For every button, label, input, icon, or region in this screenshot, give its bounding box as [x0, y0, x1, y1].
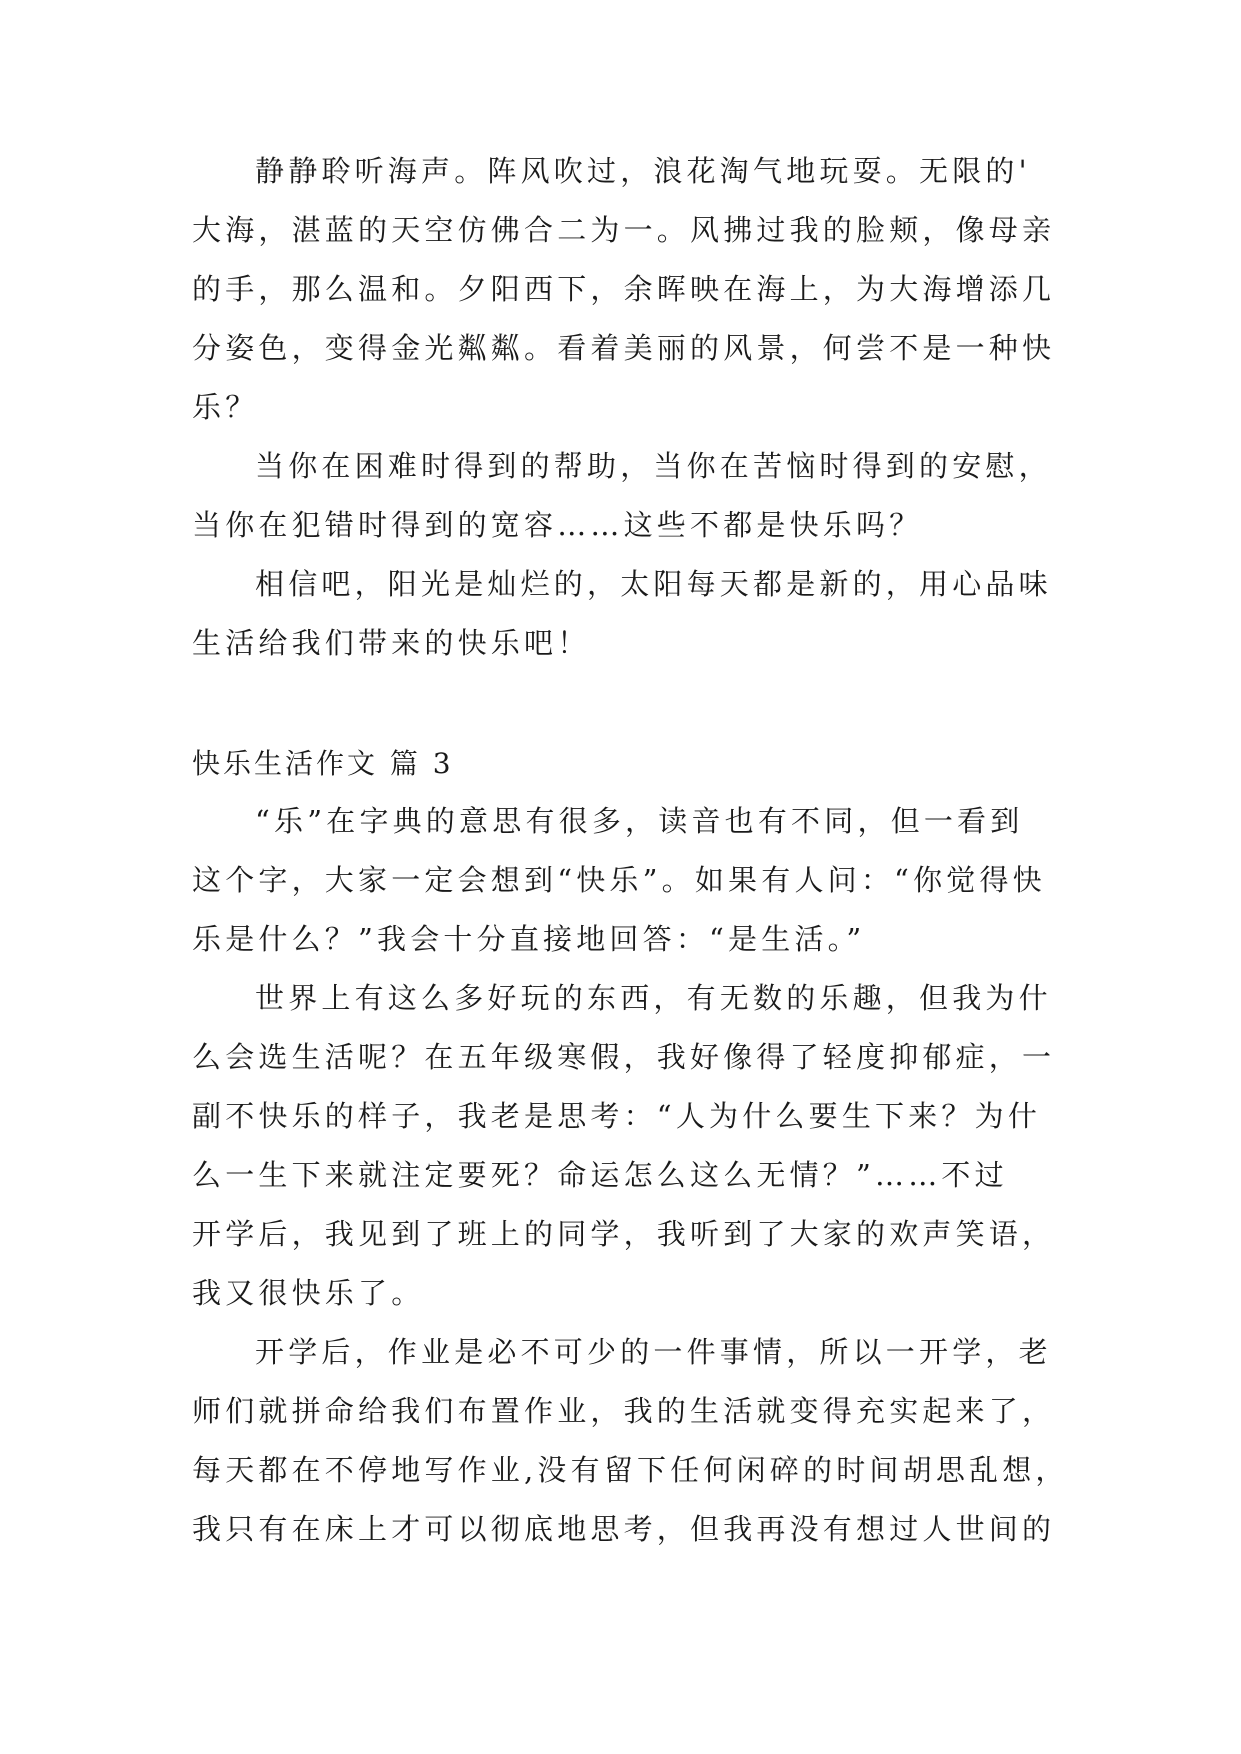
- paragraph-line: 开学后，我见到了班上的同学，我听到了大家的欢声笑语，: [192, 1217, 1056, 1251]
- paragraph-line: 么一生下来就注定要死？命运怎么这么无情？”……不过: [192, 1158, 1008, 1192]
- paragraph-line: 大海，湛蓝的天空仿佛合二为一。风拂过我的脸颊，像母亲: [192, 213, 1056, 247]
- paragraph-line: 开学后，作业是必不可少的一件事情，所以一开学，老: [255, 1335, 1052, 1369]
- paragraph-line: 生活给我们带来的快乐吧！: [192, 626, 591, 660]
- paragraph-line: 么会选生活呢？在五年级寒假，我好像得了轻度抑郁症，一: [192, 1040, 1056, 1074]
- paragraph-line: 的手，那么温和。夕阳西下，余晖映在海上，为大海增添几: [192, 272, 1056, 306]
- paragraph-line: 我又很快乐了。: [192, 1276, 425, 1310]
- paragraph-line: 这个字，大家一定会想到“快乐”。如果有人问：“你觉得快: [192, 863, 1046, 897]
- paragraph-line: 相信吧，阳光是灿烂的，太阳每天都是新的，用心品味: [255, 567, 1052, 601]
- paragraph-line: 每天都在不停地写作业,没有留下任何闲碎的时间胡思乱想，: [192, 1453, 1069, 1487]
- section-heading: 快乐生活作文 篇 3: [192, 747, 454, 780]
- paragraph-line: 乐？: [192, 390, 259, 424]
- paragraph-line: 我只有在床上才可以彻底地思考，但我再没有想过人世间的: [192, 1512, 1056, 1546]
- paragraph-line: 静静聆听海声。阵风吹过，浪花淘气地玩耍。无限的': [255, 154, 1031, 188]
- paragraph-line: 乐是什么？”我会十分直接地回答：“是生活。”: [192, 922, 866, 956]
- paragraph-line: 世界上有这么多好玩的东西，有无数的乐趣，但我为什: [255, 981, 1052, 1015]
- paragraph-line: 师们就拼命给我们布置作业，我的生活就变得充实起来了，: [192, 1394, 1056, 1428]
- paragraph-line: 分姿色，变得金光粼粼。看着美丽的风景，何尝不是一种快: [192, 331, 1056, 365]
- paragraph-line: 副不快乐的样子，我老是思考：“人为什么要生下来？为什: [192, 1099, 1042, 1133]
- paragraph-line: 当你在犯错时得到的宽容……这些不都是快乐吗？: [192, 508, 923, 542]
- paragraph-line: “乐”在字典的意思有很多，读音也有不同，但一看到: [255, 804, 1024, 838]
- paragraph-line: 当你在困难时得到的帮助，当你在苦恼时得到的安慰，: [255, 449, 1052, 483]
